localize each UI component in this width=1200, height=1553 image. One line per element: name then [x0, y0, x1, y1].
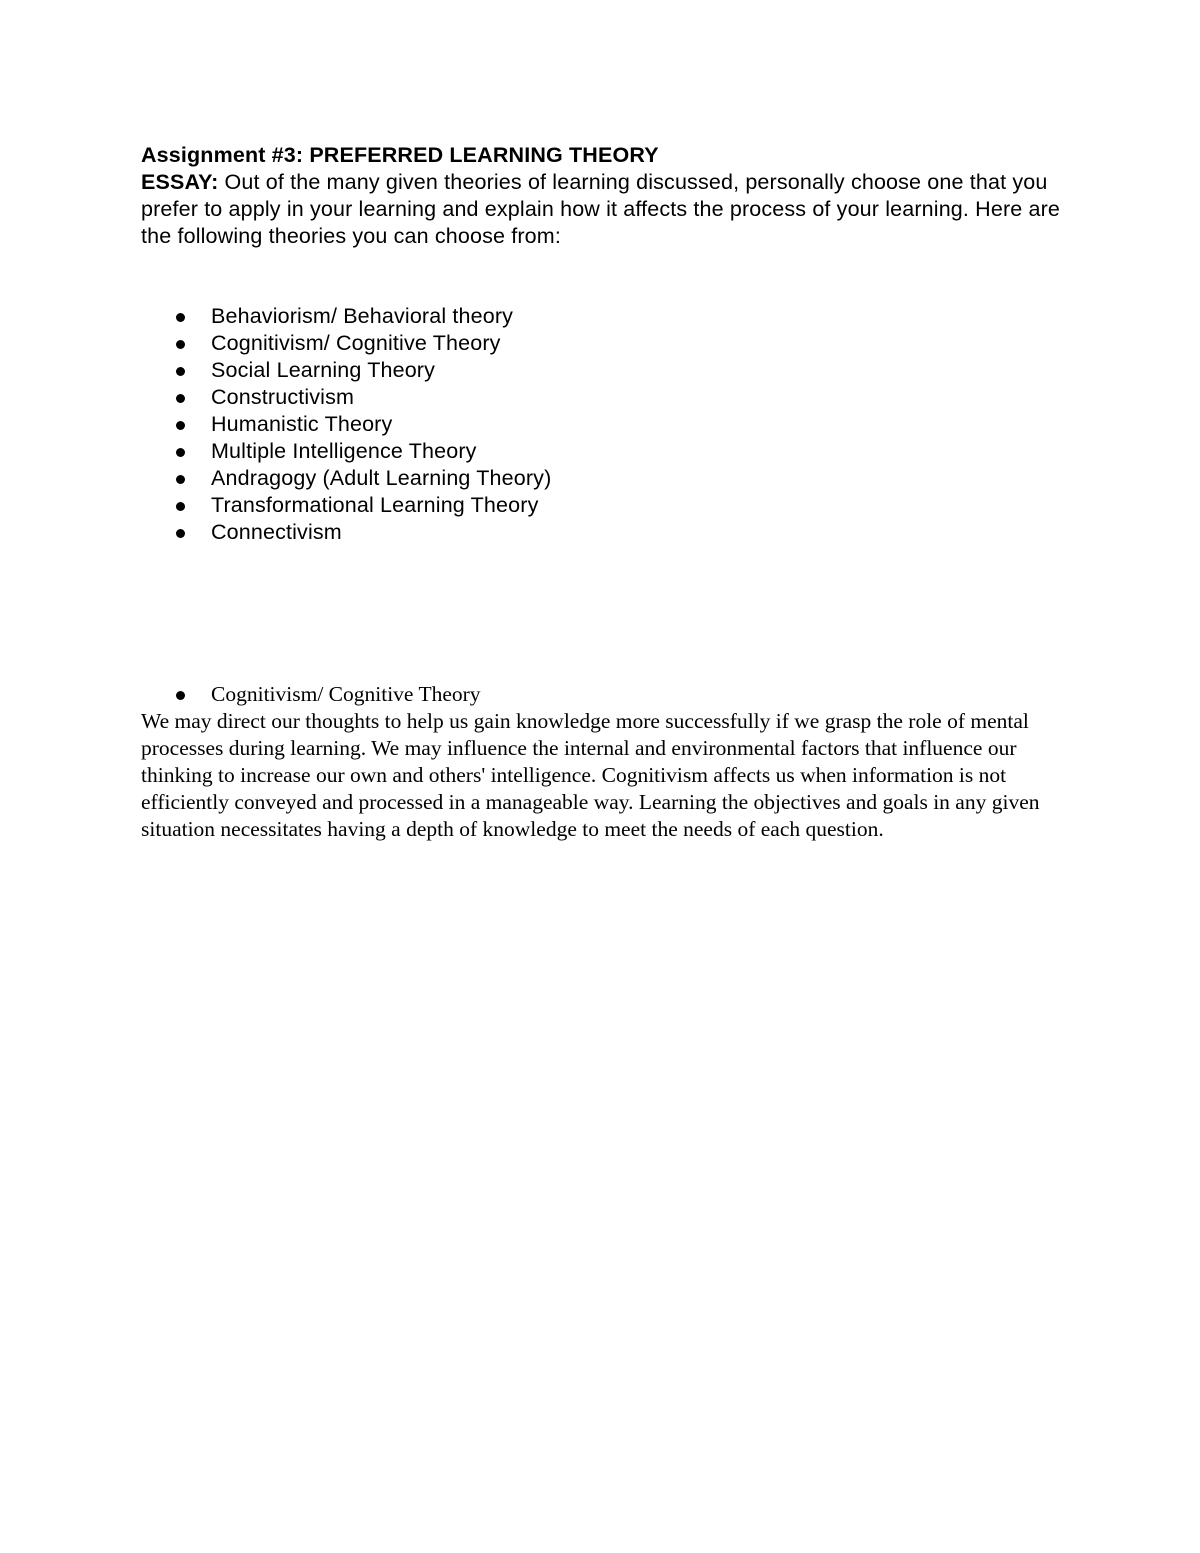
bullet-icon	[176, 313, 185, 322]
bullet-icon	[176, 394, 185, 403]
bullet-icon	[176, 691, 185, 700]
theory-label: Humanistic Theory	[211, 412, 393, 436]
assignment-heading: Assignment #3: PREFERRED LEARNING THEORY	[141, 143, 659, 167]
theory-label: Multiple Intelligence Theory	[211, 439, 477, 463]
list-item	[141, 492, 1061, 519]
bullet-icon	[176, 421, 185, 430]
theory-label: Connectivism	[211, 520, 342, 544]
bullet-icon	[176, 367, 185, 376]
theory-label: Transformational Learning Theory	[211, 493, 539, 517]
list-item	[141, 519, 1061, 546]
list-item	[141, 357, 1061, 384]
list-item	[141, 303, 1061, 330]
chosen-theory	[141, 681, 1061, 708]
list-item	[141, 384, 1061, 411]
answer-paragraph: We may direct our thoughts to help us gain knowledge more successfully if we grasp the role of mental processes during learning. We may influence the internal and environmental factors that influence our thinking to increase our own and others' intelligence. Cognitivism affects us when information is not efficiently conveyed and processed in a manageable way. Learning the objectives and goals in any given situation necessitates having a depth of knowledge to meet the needs of each question.	[141, 709, 1040, 841]
bullet-icon	[176, 502, 185, 511]
theory-label: Andragogy (Adult Learning Theory)	[211, 466, 552, 490]
list-item	[141, 411, 1061, 438]
essay-prompt	[141, 169, 1061, 250]
theory-list	[141, 303, 1061, 546]
theory-label: Cognitivism/ Cognitive Theory	[211, 331, 501, 355]
document-body	[141, 142, 1061, 843]
essay-label: ESSAY:	[141, 170, 219, 194]
theory-label: Behaviorism/ Behavioral theory	[211, 304, 514, 328]
bullet-icon	[176, 529, 185, 538]
theory-label: Social Learning Theory	[211, 358, 436, 382]
list-item	[141, 465, 1061, 492]
list-item	[141, 330, 1061, 357]
bullet-icon	[176, 340, 185, 349]
bullet-icon	[176, 448, 185, 457]
theory-label: Constructivism	[211, 385, 355, 409]
bullet-icon	[176, 475, 185, 484]
essay-prompt-text: Out of the many given theories of learning discussed, personally choose one that you prefer to apply in your learning and explain how it affects the process of your learning. Here are the following theories you can choose from:	[141, 170, 1061, 248]
list-item	[141, 438, 1061, 465]
chosen-theory-label: Cognitivism/ Cognitive Theory	[211, 682, 481, 706]
